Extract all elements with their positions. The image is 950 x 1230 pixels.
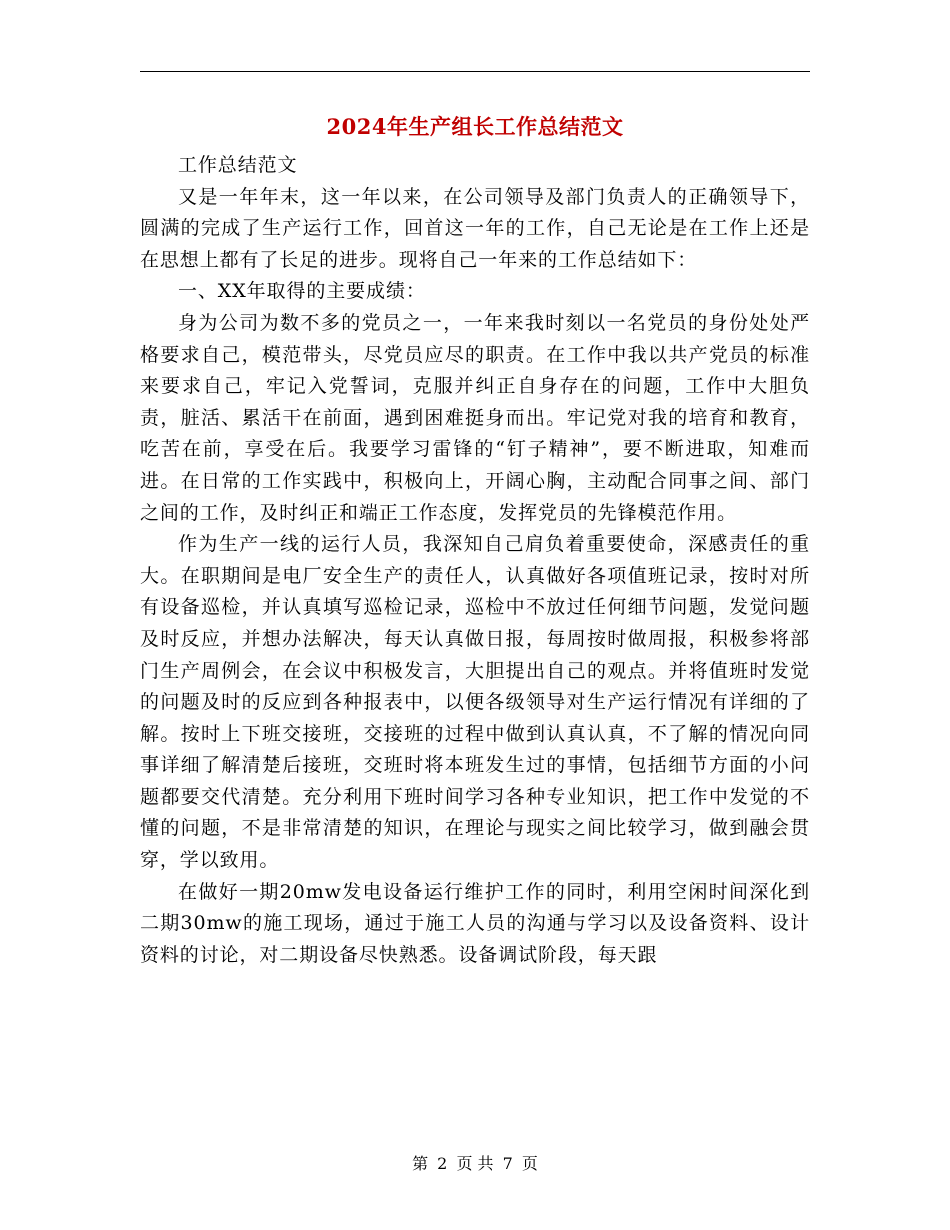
document-body (140, 150, 810, 971)
section-heading: 一、XX年取得的主要成绩： (178, 280, 426, 303)
footer-prefix: 第 (412, 1154, 429, 1173)
footer-page-number: 2 (437, 1154, 448, 1173)
paragraph-subtitle: 工作总结范文 (178, 154, 298, 176)
document-title: 2024年生产组长工作总结范文 (326, 114, 624, 139)
paragraph-operations: 作为生产一线的运行人员，我深知自己肩负着重要使命，深感责任的重大。在职期间是电厂安全生产的责任人，认真做好各项值班记录，按时对所有设备巡检，并认真填写巡检记录，巡检中不放过任何细节问题，发觉问题及时反应，并想办法解决，每天认真做日报，每周按时做周报，积极参将部门生产周例会，在会议中积极发言，大胆提出自己的观点。并将值班时发觉的问题及时的反应到各种报表中，以便各级领导对生产运行情况有详细的了解。按时上下班交接班，交接班的过程中做到认真认真，不了解的情况向同事详细了解清楚后接班，交班时将本班发生过的事情，包括细节方面的小问题都要交代清楚。充分利用下班时间学习各种专业知识，把工作中发觉的不懂的问题，不是非常清楚的知识，在理论与现实之间比较学习，做到融会贯穿，学以致用。 (140, 533, 810, 872)
paragraph-intro: 又是一年年末，这一年以来，在公司领导及部门负责人的正确领导下，圆满的完成了生产运行工作，回首这一年的工作，自己无论是在工作上还是在思想上都有了长足的进步。现将自己一年来的工作总结如下： (140, 185, 810, 271)
paragraph-party-member: 身为公司为数不多的党员之一，一年来我时刻以一名党员的身份处处严格要求自己，模范带头，尽党员应尽的职责。在工作中我以共产党员的标准来要求自己，牢记入党誓词，克服并纠正自身存在的问题，工作中大胆负责，脏活、累活干在前面，遇到困难挺身而出。牢记党对我的培育和教育，吃苦在前，享受在后。我要学习雷锋的“钉子精神”，要不断进取，知难而进。在日常的工作实践中，积极向上，开阔心胸，主动配合同事之间、部门之间的工作，及时纠正和端正工作态度，发挥党员的先锋模范作用。 (140, 311, 810, 524)
header-rule (140, 71, 810, 72)
footer-middle: 页 共 (456, 1154, 494, 1173)
footer-suffix: 页 (521, 1154, 538, 1173)
page-footer (140, 1152, 810, 1176)
footer-total-pages: 7 (502, 1154, 513, 1173)
paragraph-phase-two: 在做好一期20mw发电设备运行维护工作的同时，利用空闲时间深化到二期30mw的施工现场，通过于施工人员的沟通与学习以及设备资料、设计资料的讨论，对二期设备尽快熟悉。设备调试阶段，每天跟 (140, 880, 810, 966)
